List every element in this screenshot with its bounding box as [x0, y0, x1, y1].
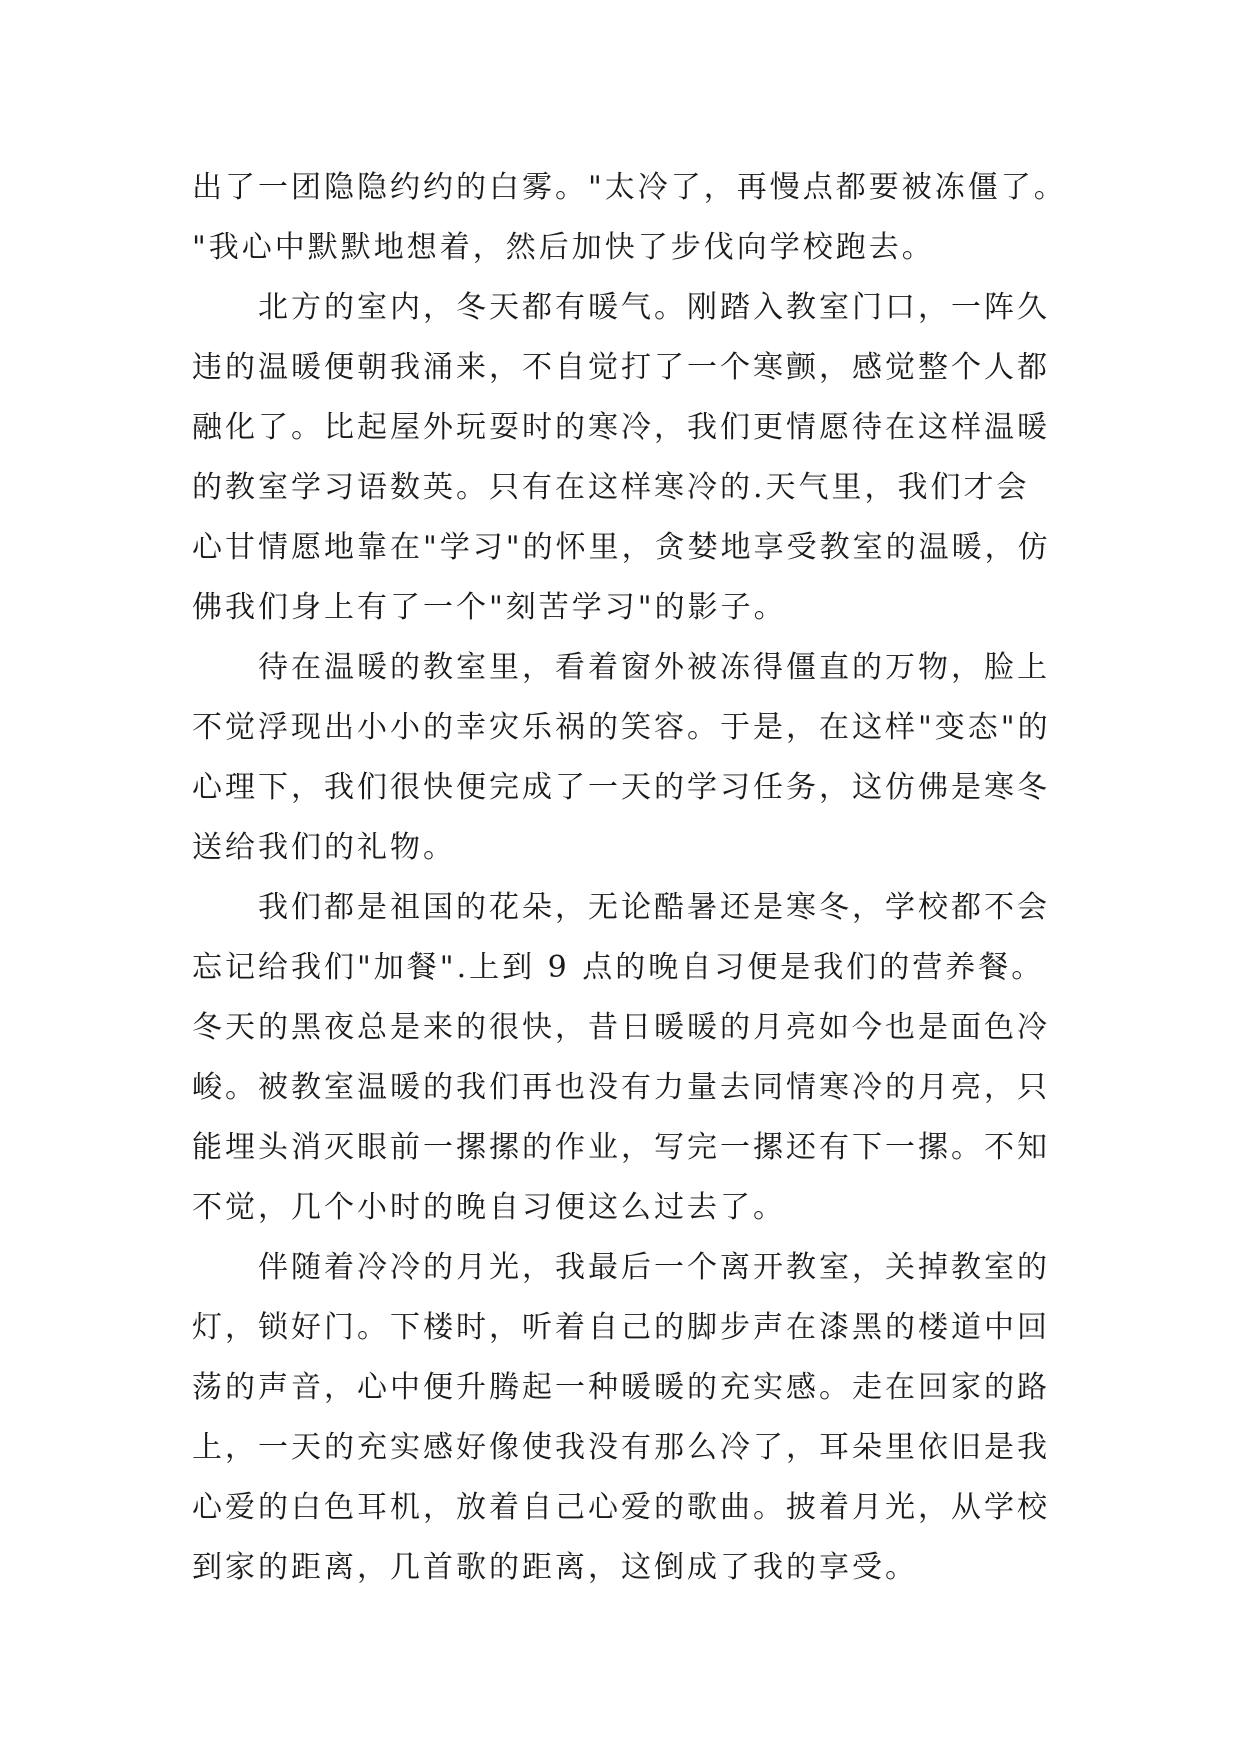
text-line: 北方的室内，冬天都有暖气。刚踏入教室门口，一阵久 — [192, 290, 1050, 325]
text-line: 伴随着冷冷的月光，我最后一个离开教室，关掉教室的 — [192, 1250, 1050, 1285]
text-line: 到家的距离，几首歌的距离，这倒成了我的享受。 — [192, 1550, 918, 1585]
text-line: 心理下，我们很快便完成了一天的学习任务，这仿佛是寒冬 — [192, 770, 1050, 805]
text-line: 忘记给我们"加餐".上到 9 点的晚自习便是我们的营养餐。 — [192, 950, 1045, 985]
text-line: 荡的声音，心中便升腾起一种暖暖的充实感。走在回家的路 — [192, 1370, 1050, 1405]
text-line: 佛我们身上有了一个"刻苦学习"的影子。 — [192, 590, 787, 625]
text-line: 能埋头消灭眼前一摞摞的作业，写完一摞还有下一摞。不知 — [192, 1130, 1050, 1165]
text-line: "我心中默默地想着，然后加快了步伐向学校跑去。 — [192, 230, 935, 265]
text-line: 融化了。比起屋外玩耍时的寒冷，我们更情愿待在这样温暖 — [192, 410, 1050, 445]
text-line: 峻。被教室温暖的我们再也没有力量去同情寒冷的月亮，只 — [192, 1070, 1050, 1105]
text-line: 冬天的黑夜总是来的很快，昔日暖暖的月亮如今也是面色冷 — [192, 1010, 1050, 1045]
text-line: 送给我们的礼物。 — [192, 830, 456, 865]
text-line: 出了一团隐隐约约的白雾。"太冷了，再慢点都要被冻僵了。 — [192, 170, 1067, 205]
text-line: 灯，锁好门。下楼时，听着自己的脚步声在漆黑的楼道中回 — [192, 1310, 1050, 1345]
text-line: 待在温暖的教室里，看着窗外被冻得僵直的万物，脸上 — [192, 650, 1050, 685]
text-line: 心爱的白色耳机，放着自己心爱的歌曲。披着月光，从学校 — [192, 1490, 1050, 1525]
text-line: 违的温暖便朝我涌来，不自觉打了一个寒颤，感觉整个人都 — [192, 350, 1050, 385]
text-line: 不觉，几个小时的晚自习便这么过去了。 — [192, 1190, 786, 1225]
text-line: 的教室学习语数英。只有在这样寒冷的.天气里，我们才会 — [192, 470, 1030, 505]
text-line: 我们都是祖国的花朵，无论酷暑还是寒冬，学校都不会 — [192, 890, 1050, 925]
text-line: 上，一天的充实感好像使我没有那么冷了，耳朵里依旧是我 — [192, 1430, 1050, 1465]
document-body — [192, 158, 1072, 1598]
text-line: 心甘情愿地靠在"学习"的怀里，贪婪地享受教室的温暖，仿 — [192, 530, 1051, 565]
text-line: 不觉浮现出小小的幸灾乐祸的笑容。于是，在这样"变态"的 — [192, 710, 1051, 745]
